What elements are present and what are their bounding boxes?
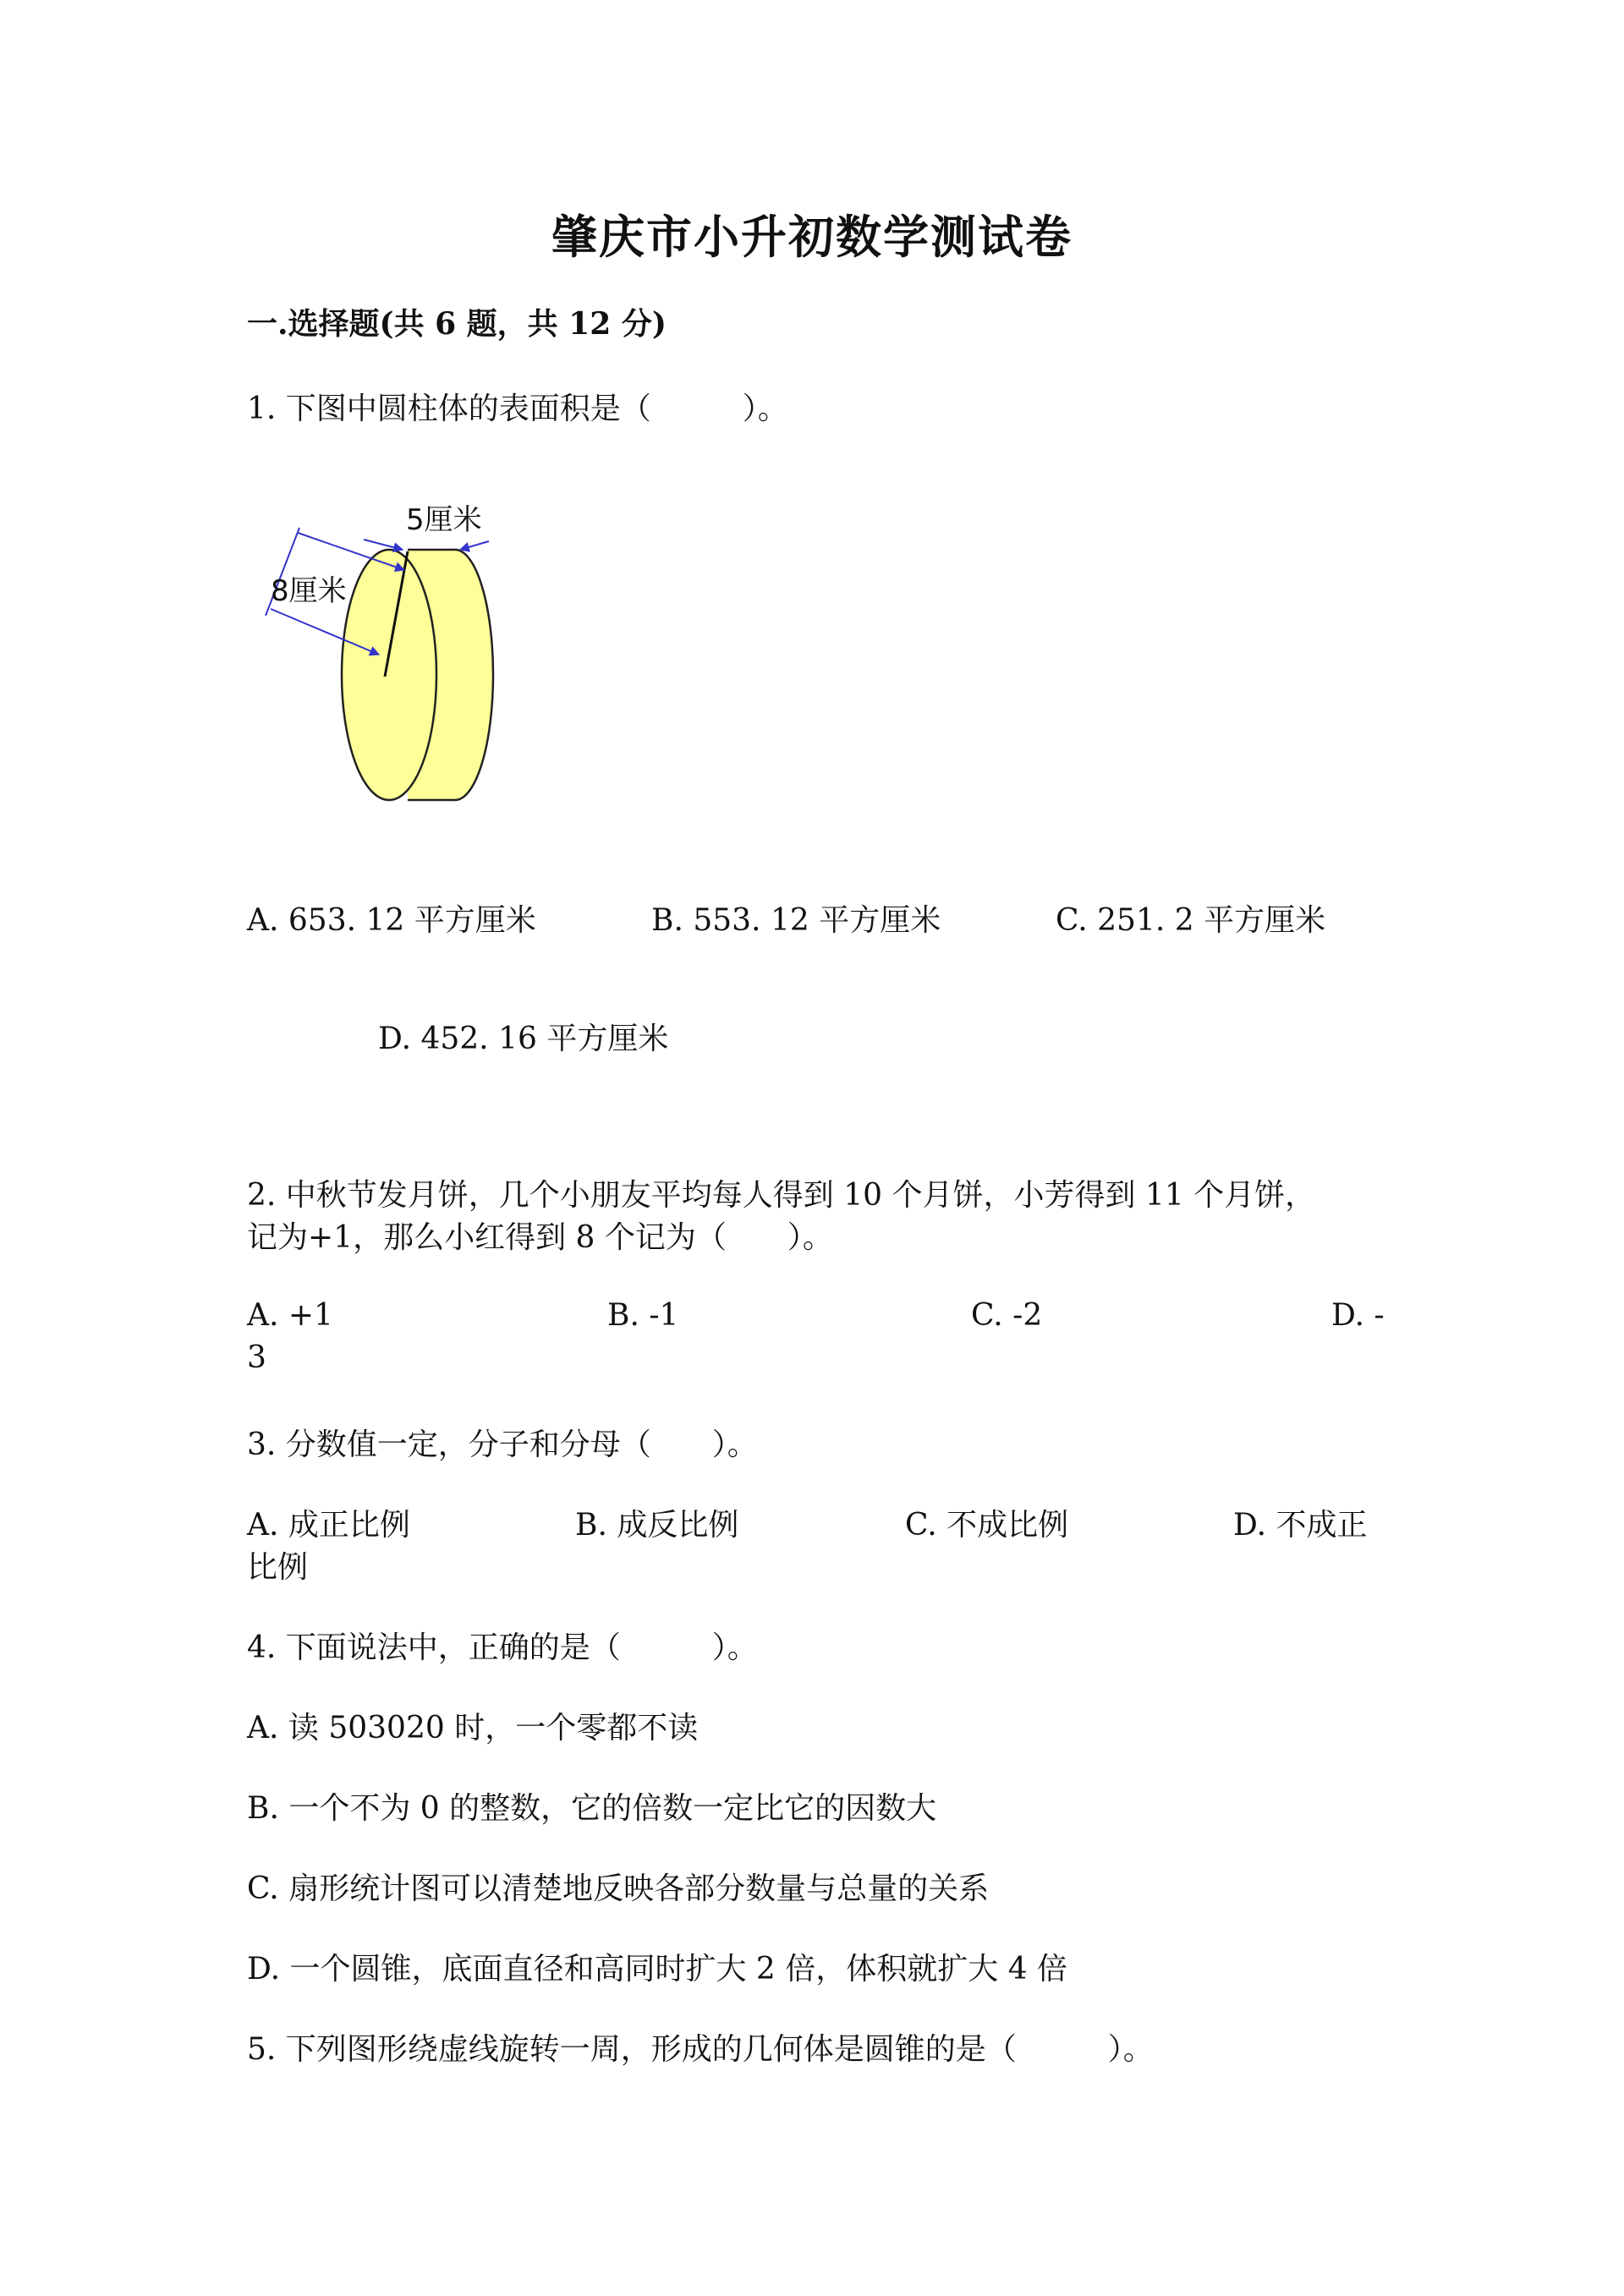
q3-option-a[interactable]: A. 成正比例 xyxy=(247,1508,410,1543)
cylinder-figure xyxy=(254,499,524,803)
q2-option-d-continued: 3 xyxy=(247,1340,266,1375)
q1-option-d[interactable]: D. 452. 16 平方厘米 xyxy=(378,1022,669,1056)
q3-option-d[interactable]: D. 不成正 xyxy=(1233,1508,1368,1543)
question-4-stem: 4. 下面说法中，正确的是（ ）。 xyxy=(247,1630,758,1665)
page-title: 肇庆市小升初数学测试卷 xyxy=(551,210,1073,264)
question-3-stem: 3. 分数值一定，分子和分母（ ）。 xyxy=(247,1427,758,1462)
thickness-arrow-right xyxy=(460,541,489,550)
cylinder-front-face xyxy=(342,550,436,800)
question-2-stem-line2: 记为+1，那么小红得到 8 个记为（ ）。 xyxy=(247,1220,833,1255)
q2-option-b[interactable]: B. -1 xyxy=(607,1298,679,1333)
section-heading: 一.选择题(共 6 题，共 12 分) xyxy=(247,306,667,342)
radius-label: 8厘米 xyxy=(271,574,347,608)
thickness-arrow-left xyxy=(364,540,403,550)
q4-option-b[interactable]: B. 一个不为 0 的整数，它的倍数一定比它的因数大 xyxy=(247,1791,937,1826)
q4-option-c[interactable]: C. 扇形统计图可以清楚地反映各部分数量与总量的关系 xyxy=(247,1871,990,1906)
question-2-stem-line1: 2. 中秋节发月饼，几个小朋友平均每人得到 10 个月饼，小芳得到 11 个月饼， xyxy=(247,1178,1316,1213)
q2-option-c[interactable]: C. -2 xyxy=(971,1298,1043,1333)
q1-option-c[interactable]: C. 251. 2 平方厘米 xyxy=(1056,903,1326,938)
q1-option-a[interactable]: A. 653. 12 平方厘米 xyxy=(247,903,536,938)
q2-option-a[interactable]: A. +1 xyxy=(247,1298,333,1333)
q3-option-c[interactable]: C. 不成比例 xyxy=(905,1508,1069,1543)
question-1-stem: 1. 下图中圆柱体的表面积是（ ）。 xyxy=(247,392,788,426)
cylinder-diagram xyxy=(254,499,524,803)
q4-option-a[interactable]: A. 读 503020 时，一个零都不读 xyxy=(247,1711,699,1745)
question-5-stem: 5. 下列图形绕虚线旋转一周，形成的几何体是圆锥的是（ ）。 xyxy=(247,2032,1154,2067)
thickness-label: 5厘米 xyxy=(406,503,482,537)
q3-option-d-continued: 比例 xyxy=(247,1550,309,1585)
q4-option-d[interactable]: D. 一个圆锥，底面直径和高同时扩大 2 倍，体积就扩大 4 倍 xyxy=(247,1952,1068,1986)
q1-option-b[interactable]: B. 553. 12 平方厘米 xyxy=(651,903,941,938)
q3-option-b[interactable]: B. 成反比例 xyxy=(575,1508,739,1543)
q2-option-d[interactable]: D. - xyxy=(1331,1298,1385,1333)
